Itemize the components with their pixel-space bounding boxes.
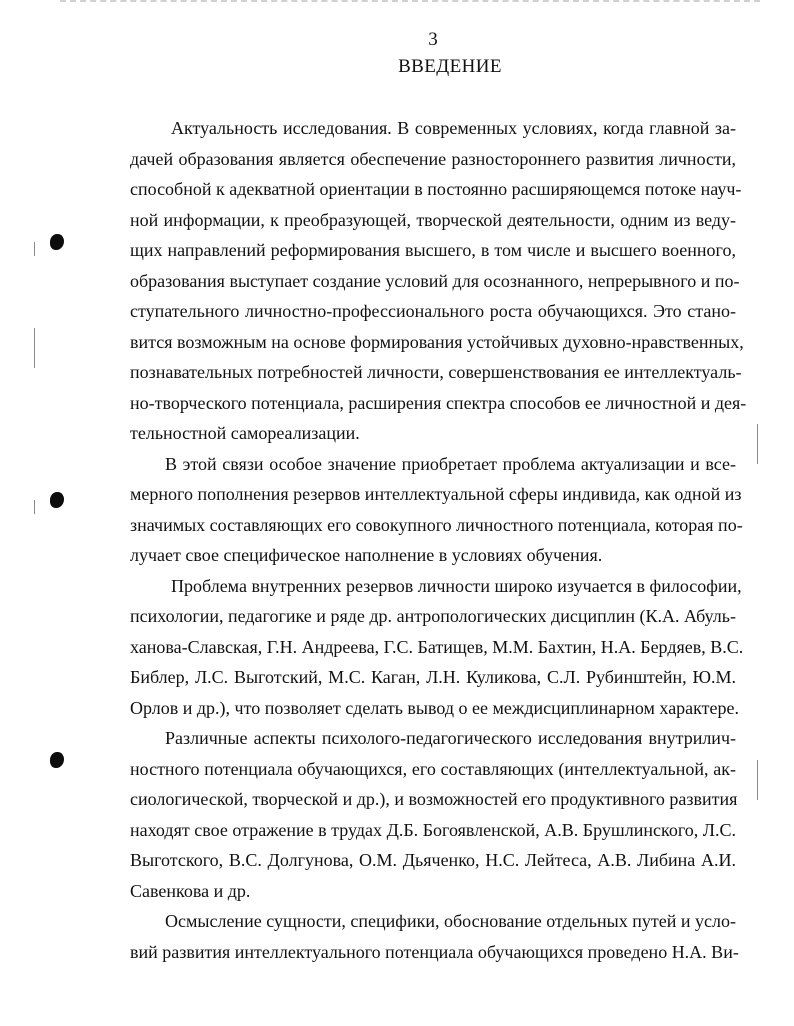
text-line: образования выступает создание условий для осознанного, непрерывного и по- xyxy=(130,270,740,291)
text-line: дачей образования является обеспечение разностороннего развития личности, xyxy=(130,148,736,169)
text-line: щих направлений реформирования высшего, в том числе и высшего военного, xyxy=(130,240,736,260)
text-line: находят свое отражение в трудах Д.Б. Богоявленской, А.В. Брушлинского, Л.С. xyxy=(130,819,736,840)
scan-margin-mark xyxy=(757,760,758,800)
page-number: 3 xyxy=(428,29,438,50)
paragraph xyxy=(130,449,743,571)
text-line: сиологической, творческой и др.), и возможностей его продуктивного развития xyxy=(130,789,738,809)
text-line: Проблема внутренних резервов личности широко изучается в философии, xyxy=(171,575,742,596)
text-line: Актуальность исследования. В современных условиях, когда главной за- xyxy=(171,118,736,138)
text-line: Орлов и др.), что позволяет сделать вывод о ее междисциплинарном характере. xyxy=(130,697,740,718)
text-line: лучает свое специфическое наполнение в условиях обучения. xyxy=(130,545,603,565)
paragraph xyxy=(130,723,736,906)
scan-edge-artifact xyxy=(60,0,760,6)
text-line: психологии, педагогике и ряде др. антропологических дисциплин (К.А. Абуль- xyxy=(130,606,736,626)
binder-hole-mark xyxy=(50,234,64,250)
text-line: ной информации, к преобразующей, творческой деятельности, одним из веду- xyxy=(130,209,736,230)
paragraph xyxy=(130,906,739,967)
scan-margin-mark xyxy=(757,424,758,464)
body-text xyxy=(130,113,747,967)
paragraph xyxy=(130,113,747,449)
text-line: познавательных потребностей личности, совершенствования ее интеллектуаль- xyxy=(130,362,742,382)
scan-margin-mark xyxy=(34,500,35,514)
scan-margin-mark xyxy=(34,328,35,368)
text-line: Савенкова и др. xyxy=(130,880,251,901)
text-line: способной к адекватной ориентации в постоянно расширяющемся потоке науч- xyxy=(130,179,742,199)
text-line: Различные аспекты психолого-педагогического исследования внутрилич- xyxy=(165,728,736,748)
binder-hole-mark xyxy=(50,492,64,508)
text-line: Осмысление сущности, специфики, обоснование отдельных путей и усло- xyxy=(165,911,736,931)
page-title: ВВЕДЕНИЕ xyxy=(398,56,502,77)
text-line: ступательного личностно-профессионального роста обучающихся. Это стано- xyxy=(130,301,736,321)
paragraph xyxy=(130,571,744,724)
text-line: тельностной самореализации. xyxy=(130,423,360,443)
text-line: значимых составляющих его совокупного личностного потенциала, которая по- xyxy=(130,514,743,535)
text-line: но-творческого потенциала, расширения спектра способов ее личностной и дея- xyxy=(130,392,747,413)
text-line: вий развития интеллектуального потенциала обучающихся проведено Н.А. Ви- xyxy=(130,941,739,962)
text-line: Выготского, В.С. Долгунова, О.М. Дьяченко, Н.С. Лейтеса, А.В. Либина А.И. xyxy=(130,850,736,870)
text-line: ностного потенциала обучающихся, его составляющих (интеллектуальной, ак- xyxy=(130,758,736,779)
text-line: вится возможным на основе формирования устойчивых духовно-нравственных, xyxy=(130,331,744,352)
binder-hole-mark xyxy=(50,752,64,768)
text-line: Библер, Л.С. Выготский, М.С. Каган, Л.Н. Куликова, С.Л. Рубинштейн, Ю.М. xyxy=(130,667,736,687)
text-line: ханова-Славская, Г.Н. Андреева, Г.С. Батищев, М.М. Бахтин, Н.А. Бердяев, В.С. xyxy=(130,636,744,657)
text-line: В этой связи особое значение приобретает проблема актуализации и все- xyxy=(165,453,736,474)
scan-margin-mark xyxy=(34,242,35,256)
text-line: мерного пополнения резервов интеллектуальной сферы индивида, как одной из xyxy=(130,484,742,504)
